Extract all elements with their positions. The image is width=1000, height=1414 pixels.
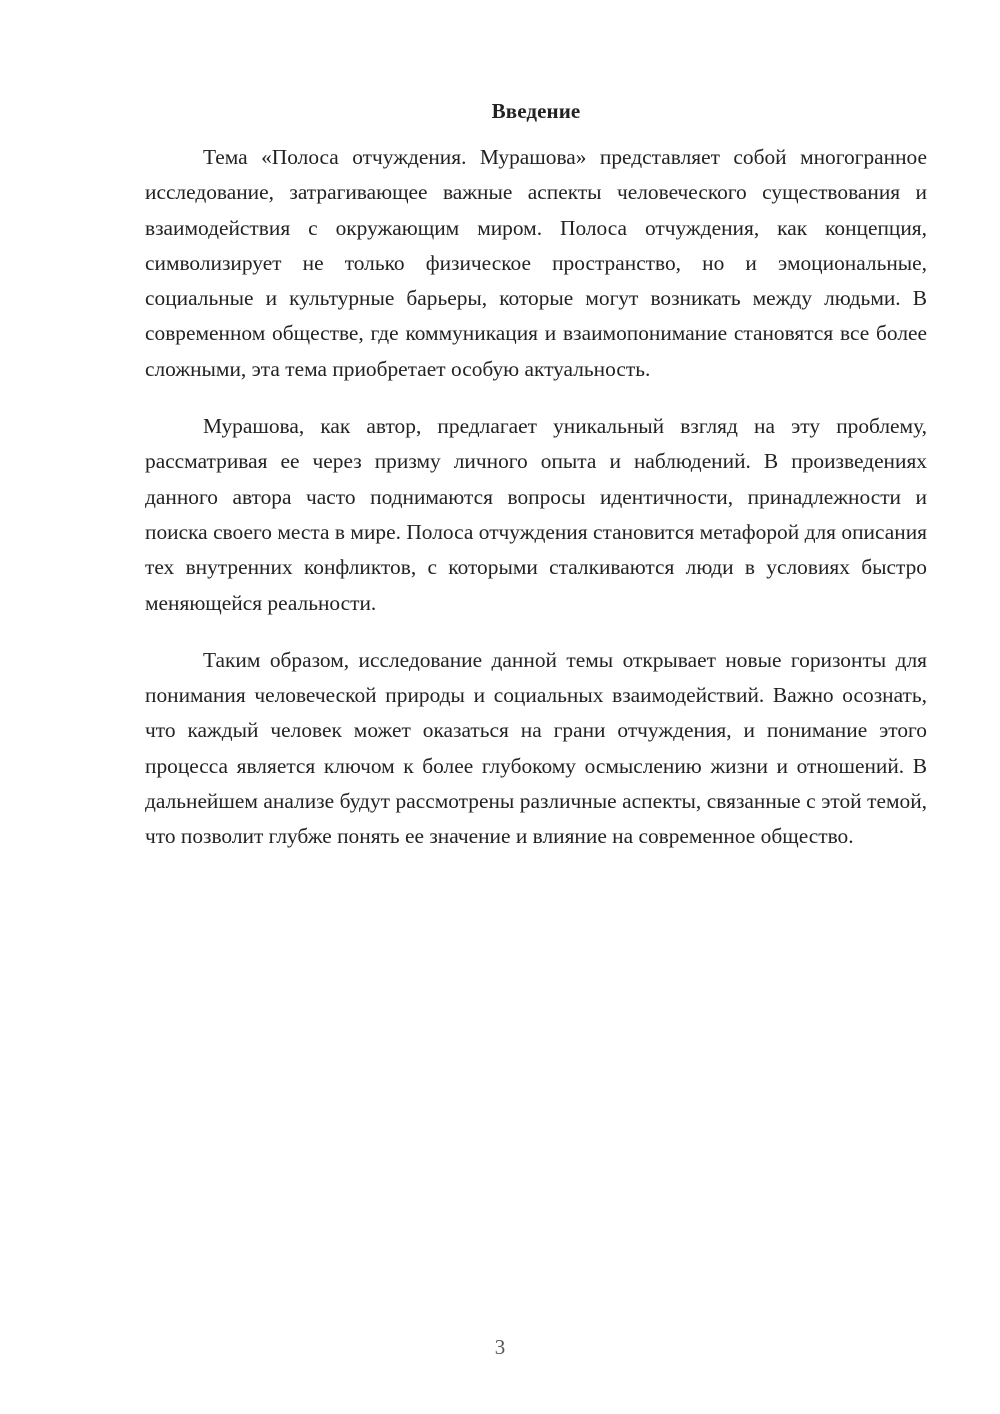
paragraph-1: Тема «Полоса отчуждения. Мурашова» представляет собой многогранное исследование, затрагивающее важные аспекты человеческого существования и взаимодействия с окружающим миром. Полоса отчуждения, как концепция, символизирует не только физическое пространство, но и эмоциональные, социальные и культурные барьеры, которые могут возникать между людьми. В современном обществе, где коммуникация и взаимопонимание становятся все более сложными, эта тема приобретает особую актуальность. (145, 145, 927, 381)
paragraph-2: Мурашова, как автор, предлагает уникальный взгляд на эту проблему, рассматривая ее через призму личного опыта и наблюдений. В произведениях данного автора часто поднимаются вопросы идентичности, принадлежности и поиска своего места в мире. Полоса отчуждения становится метафорой для описания тех внутренних конфликтов, с которыми сталкиваются люди в условиях быстро меняющейся реальности. (145, 414, 927, 615)
paragraph-3: Таким образом, исследование данной темы открывает новые горизонты для понимания человеческой природы и социальных взаимодействий. Важно осознать, что каждый человек может оказаться на грани отчуждения, и понимание этого процесса является ключом к более глубокому осмыслению жизни и отношений. В дальнейшем анализе будут рассмотрены различные аспекты, связанные с этой темой, что позволит глубже понять ее значение и влияние на современное общество. (145, 647, 927, 849)
page-number: 3 (494, 1335, 506, 1359)
section-heading: Введение (491, 99, 581, 123)
page-content (145, 96, 927, 877)
